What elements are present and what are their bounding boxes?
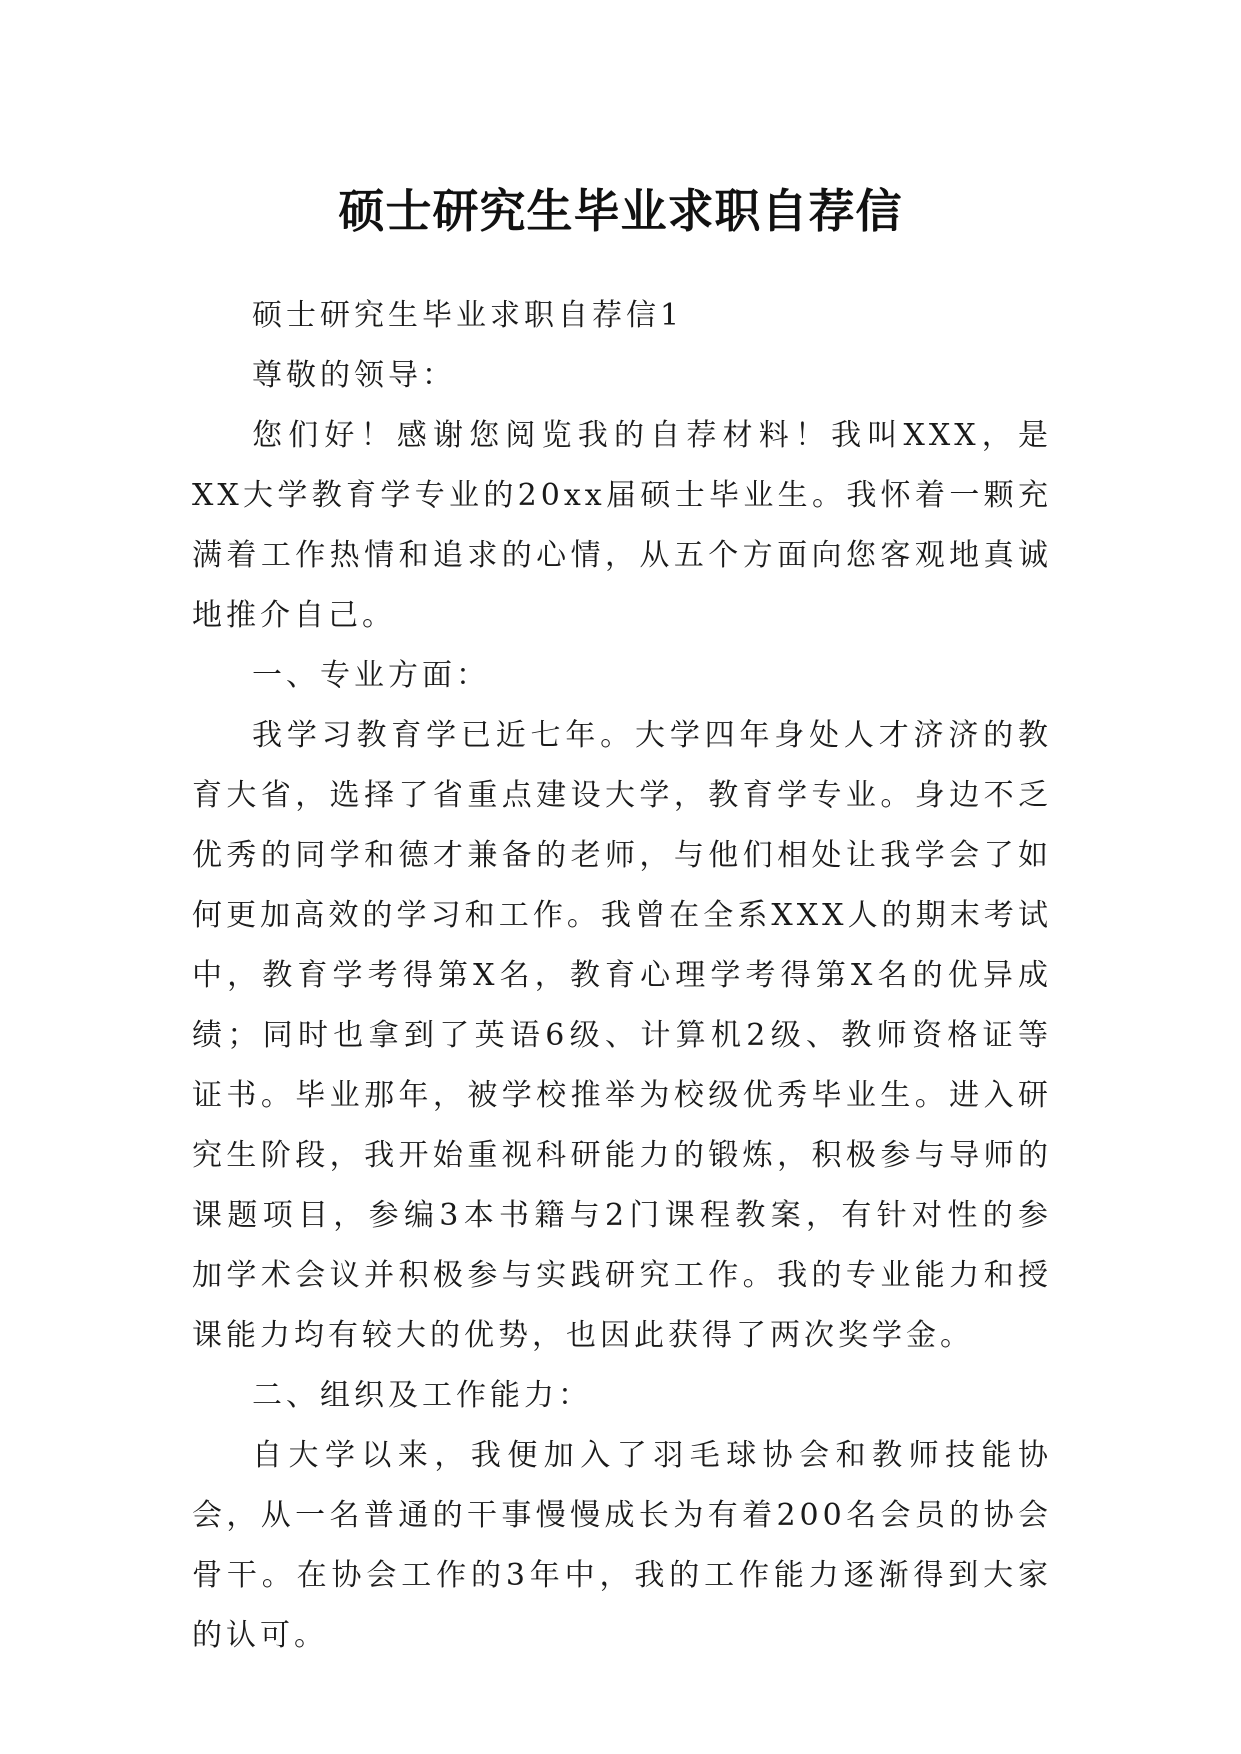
- document-title: 硕士研究生毕业求职自荐信: [338, 183, 903, 238]
- professional-paragraph: 我学习教育学已近七年。大学四年身处人才济济的教育大省，选择了省重点建设大学，教育学专业。身边不乏优秀的同学和德才兼备的老师，与他们相处让我学会了如何更加高效的学习和工作。我曾在全系XXX人的期末考试中，教育学考得第X名，教育心理学考得第X名的优异成绩；同时也拿到了英语6级、计算机2级、教师资格证等证书。毕业那年，被学校推举为校级优秀毕业生。进入研究生阶段，我开始重视科研能力的锻炼，积极参与导师的课题项目，参编3本书籍与2门课程教案，有针对性的参加学术会议并积极参与实践研究工作。我的专业能力和授课能力均有较大的优势，也因此获得了两次奖学金。: [192, 718, 1052, 1353]
- section-heading-professional: 一、专业方面：: [252, 658, 490, 693]
- letter-heading: 硕士研究生毕业求职自荐信1: [252, 298, 684, 333]
- organization-paragraph: 自大学以来，我便加入了羽毛球协会和教师技能协会，从一名普通的干事慢慢成长为有着200名会员的协会骨干。在协会工作的3年中，我的工作能力逐渐得到大家的认可。: [192, 1438, 1052, 1653]
- section-heading-organization: 二、组织及工作能力：: [252, 1378, 592, 1413]
- intro-paragraph: 您们好！感谢您阅览我的自荐材料！我叫XXX，是XX大学教育学专业的20xx届硕士毕业生。我怀着一颗充满着工作热情和追求的心情，从五个方面向您客观地真诚地推介自己。: [192, 418, 1052, 633]
- document-body: [192, 286, 1052, 1666]
- salutation: 尊敬的领导：: [252, 358, 456, 393]
